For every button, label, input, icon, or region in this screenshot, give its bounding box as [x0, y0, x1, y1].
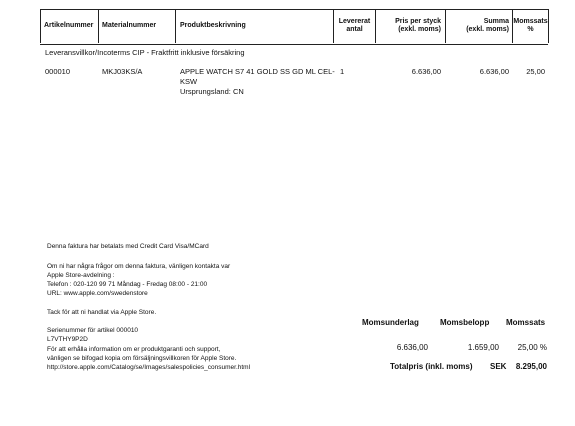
cell-sum: 6.636,00: [479, 67, 509, 76]
divider: [98, 9, 99, 43]
serial-label: Serienummer för artikel 000010: [47, 327, 139, 334]
cell-quantity: 1: [340, 67, 345, 76]
header-material-no: Materialnummer: [102, 22, 157, 29]
cell-origin: Ursprungsland: CN: [180, 87, 244, 96]
header-unit-price: Pris per styck (exkl. moms): [395, 18, 441, 33]
divider: [175, 9, 176, 43]
header-description: Produktbeskrivning: [180, 22, 246, 29]
divider: [548, 9, 549, 43]
cell-description: APPLE WATCH S7 41 GOLD SS GD ML CEL-: [180, 67, 335, 76]
contact-url: URL: www.apple.com/swedenstore: [47, 290, 148, 297]
cell-description-cont: KSW: [180, 77, 198, 86]
thanks-note: Tack för att ni handlat via Apple Store.: [47, 309, 157, 316]
header-article-no: Artikelnummer: [44, 22, 94, 29]
cell-article-no: 000010: [45, 67, 71, 76]
total-amount: 8.295,00: [515, 362, 547, 371]
summary-header-rate: Momssats: [506, 318, 546, 327]
contact-phone: Telefon : 020-120 99 71 Måndag - Fredag 08:00 - 21:00: [47, 281, 208, 288]
total-currency: SEK: [490, 362, 507, 371]
delivery-terms: Leveransvillkor/Incoterms CIP - Fraktfritt inklusive försäkring: [45, 48, 245, 57]
cell-material-no: MKJ03KS/A: [102, 67, 143, 76]
warranty-note: För att erhålla information om er produktgaranti och support,: [47, 346, 221, 353]
header-vat-rate: Momssats %: [513, 18, 548, 33]
header-sum: Summa (exkl. moms): [466, 18, 509, 33]
warranty-link: http://store.apple.com/Catalog/se/Images/salespolicies_consumer.html: [47, 364, 251, 371]
summary-amount: 1.659,00: [467, 343, 499, 352]
contact-line: Apple Store-avdelning :: [47, 272, 115, 279]
serial-value: L7VTHY9P2D: [47, 336, 88, 343]
divider: [40, 9, 41, 43]
cell-vat: 25,00: [526, 67, 545, 76]
summary-header-base: Momsunderlag: [362, 318, 419, 327]
summary-header-amount: Momsbelopp: [440, 318, 490, 327]
summary-rate: 25,00 %: [517, 343, 547, 352]
header-delivered-qty: Levererat antal: [338, 18, 371, 33]
summary-base: 6.636,00: [396, 343, 428, 352]
total-label: Totalpris (inkl. moms): [390, 362, 473, 371]
payment-note: Denna faktura har betalats med Credit Card Visa/MCard: [47, 243, 209, 250]
contact-line: Om ni har några frågor om denna faktura, vänligen kontakta var: [47, 263, 231, 270]
cell-unit-price: 6.636,00: [411, 67, 441, 76]
warranty-note: vänligen se bifogad kopia om försäljningsvillkoren för Apple Store.: [47, 355, 237, 362]
